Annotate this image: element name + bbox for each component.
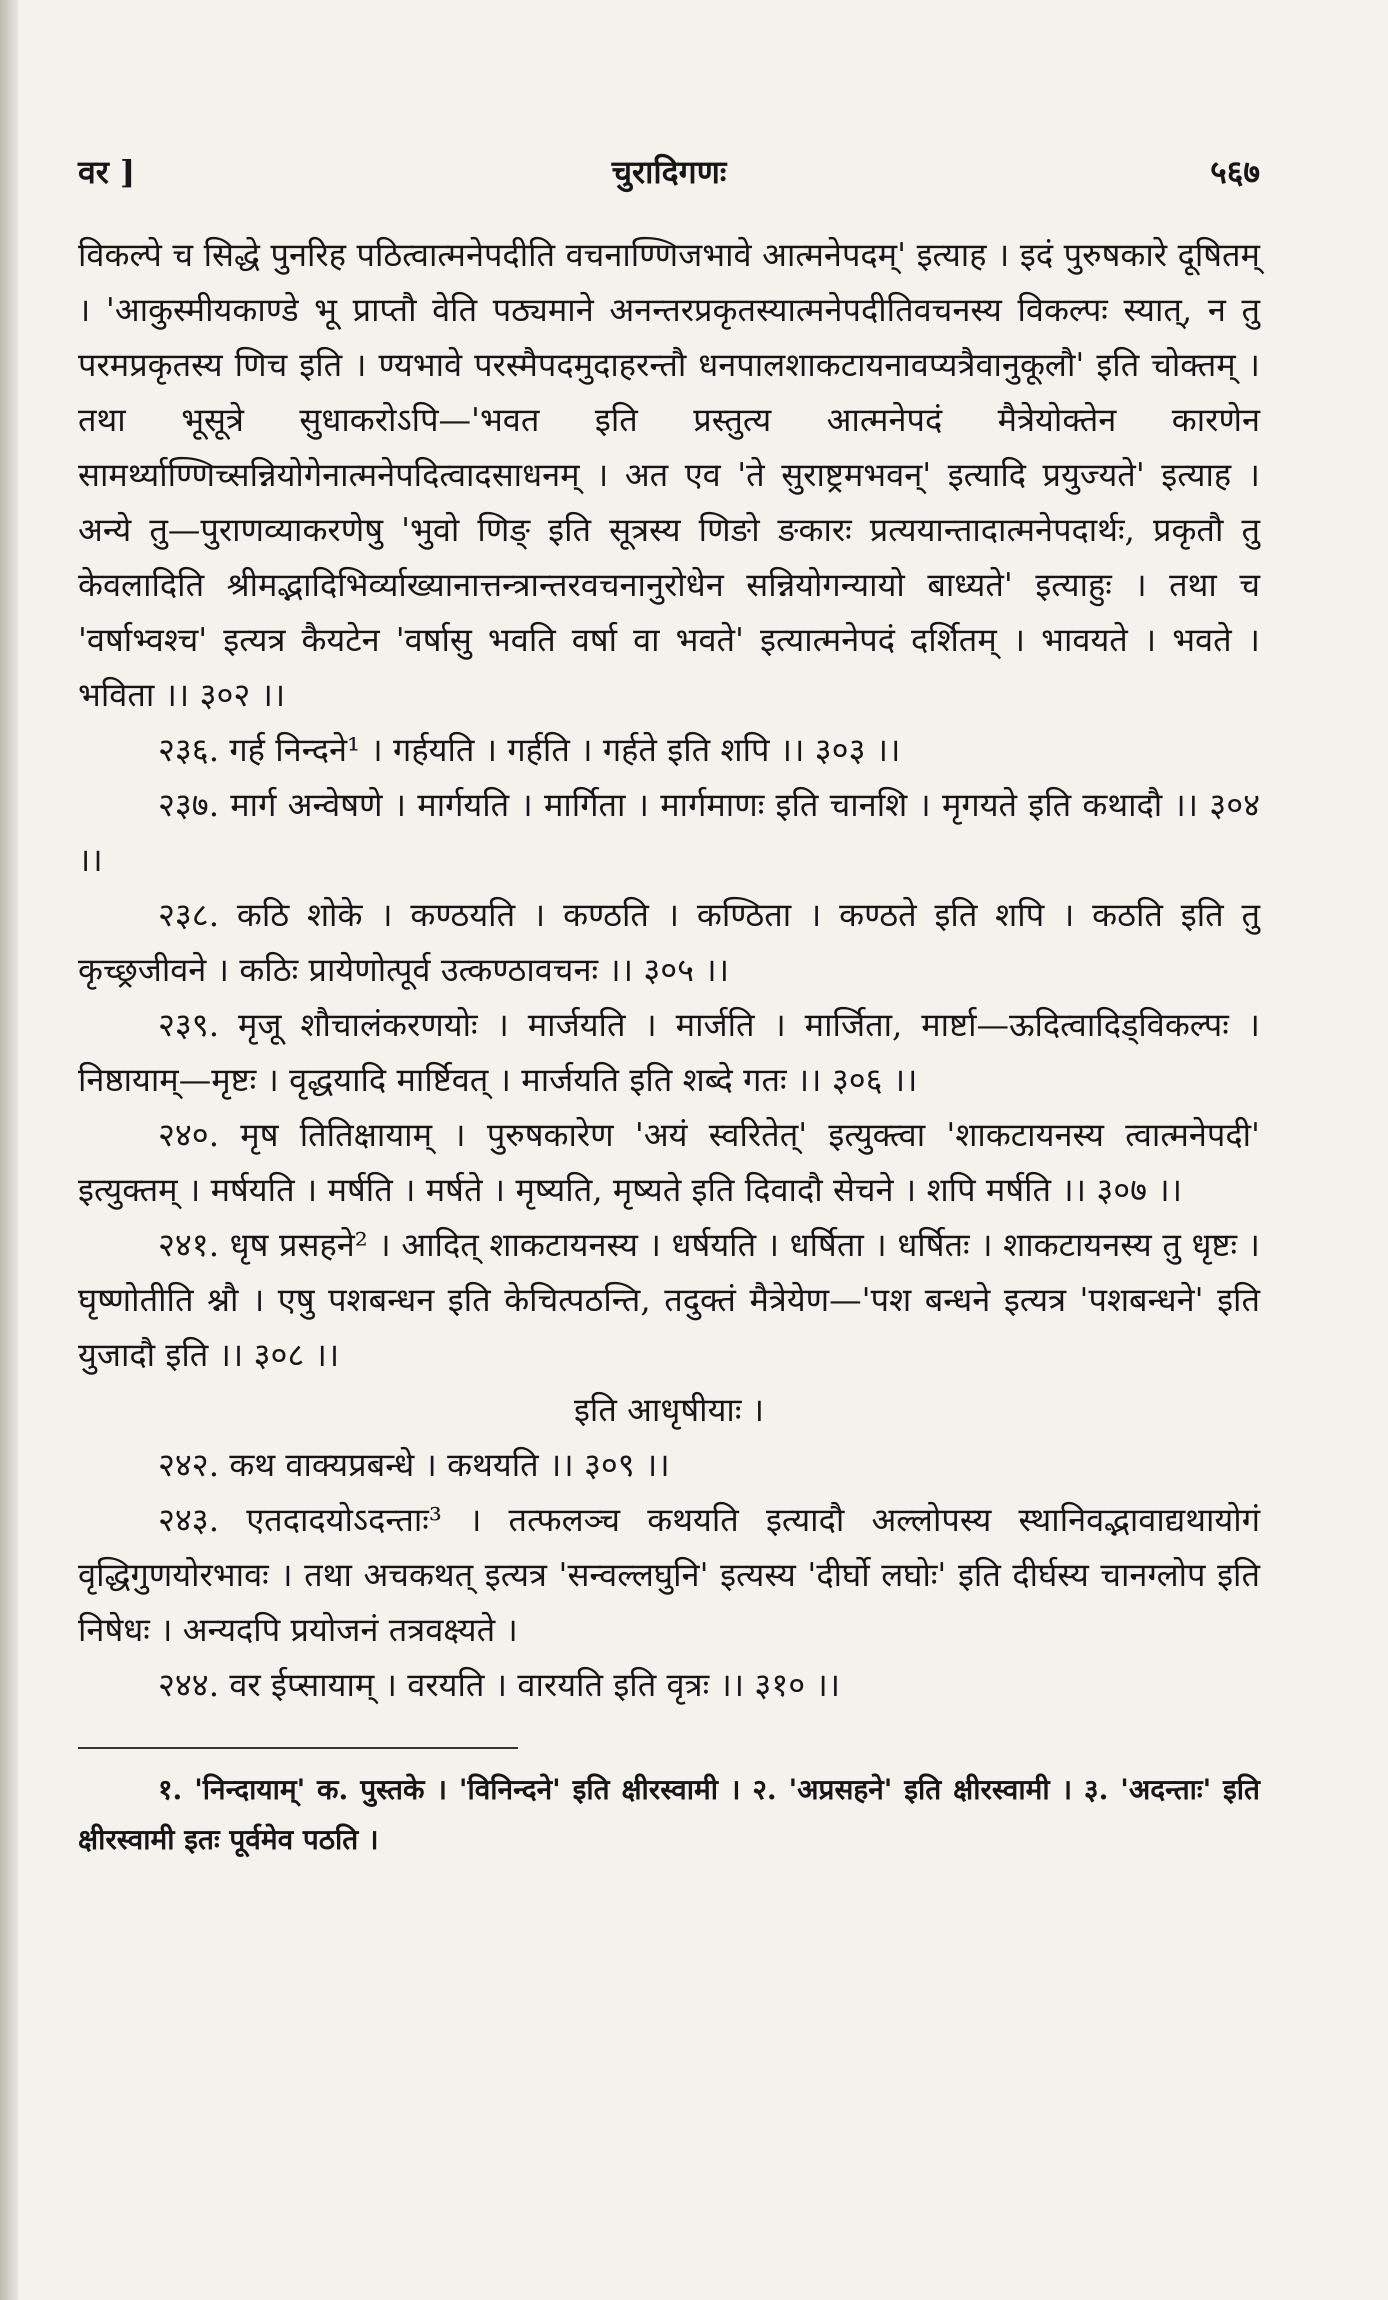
header-left-word: वर ]: [78, 153, 136, 191]
entry-242: २४२. कथ वाक्यप्रबन्धे । कथयति ।। ३०९ ।।: [158, 1446, 670, 1484]
entry-239: २३९. मृजू शौचालंकरणयोः । मार्जयति । मार्जति । मार्जिता, मार्ष्टा—ऊदित्वादिड्विकल्पः । निष्ठायाम्—मृष्टः । वृद्धयादि मार्ष्टिवत् । मार्जयति इति शब्दे गतः ।। ३०६ ।।: [78, 1006, 1260, 1099]
entry-241: २४१. धृष प्रसहने² । आदित् शाकटायनस्य । धर्षयति । धर्षिता । धर्षितः । शाकटायनस्य तु धृष्टः । घृष्णोतीति श्नौ । एषु पशबन्धन इति केचित्पठन्ति, तदुक्तं मैत्रेयेण—'पश बन्धने इत्यत्र 'पशबन्धने' इति युजादौ इति ।। ३०८ ।।: [78, 1226, 1260, 1374]
paragraph-continuation: विकल्पे च सिद्धे पुनरिह पठित्वात्मनेपदीति वचनाण्णिजभावे आत्मनेपदम्' इत्याह । इदं पुरुषकारे दूषितम् । 'आकुस्मीयकाण्डे भू प्राप्तौ वेति पठ्यमाने अनन्तरप्रकृतस्यात्मनेपदीतिवचनस्य विकल्पः स्यात्, न तु परमप्रकृतस्य णिच इति । ण्यभावे परस्मैपदमुदाहरन्तौ धनपालशाकटायनावप्यत्रैवानुकूलौ' इति चोक्तम् । तथा भूसूत्रे सुधाकरोऽपि—'भवत इति प्रस्तुत्य आत्मनेपदं मैत्रेयोक्तेन कारणेन सामर्थ्याण्णिच्सन्नियोगेनात्मनेपदित्वादसाधनम् । अत एव 'ते सुराष्ट्रमभवन्' इत्यादि प्रयुज्यते' इत्याह । अन्ये तु—पुराणव्याकरणेषु 'भुवो णिङ् इति सूत्रस्य णिङो ङकारः प्रत्ययान्तादात्मनेपदार्थः, प्रकृतौ तु केवलादिति श्रीमद्भादिभिर्व्याख्यानात्तन्त्रान्तरवचनानुरोधेन सन्नियोगन्यायो बाध्यते' इत्याहुः । तथा च 'वर्षाभ्वश्च' इत्यत्र कैयटेन 'वर्षासु भवति वर्षा वा भवते' इत्यात्मनेपदं दर्शितम् । भावयते । भवते । भविता ।। ३०२ ।।: [78, 236, 1260, 714]
footnote-divider: [78, 1747, 518, 1749]
entry-240: २४०. मृष तितिक्षायाम् । पुरुषकारेण 'अयं स्वरितेत्' इत्युक्त्वा 'शाकटायनस्य त्वात्मनेपदी' इत्युक्तम् । मर्षयति । मर्षति । मर्षते । मृष्यति, मृष्यते इति दिवादौ सेचने । शपि मर्षति ।। ३०७ ।।: [78, 1116, 1260, 1209]
entry-243: २४३. एतदादयोऽदन्ताः³ । तत्फलञ्च कथयति इत्यादौ अल्लोपस्य स्थानिवद्भावाद्यथायोगं वृद्धिगुणयोरभावः । तथा अचकथत् इत्यत्र 'सन्वल्लघुनि' इत्यस्य 'दीर्घो लघोः' इति दीर्घस्य चानग्लोप इति निषेधः । अन्यदपि प्रयोजनं तत्रवक्ष्यते ।: [78, 1501, 1260, 1649]
section-end-heading: इति आधृषीयाः ।: [573, 1391, 765, 1429]
page-number: ५६७: [1210, 153, 1260, 191]
entry-237: २३७. मार्ग अन्वेषणे । मार्गयति । मार्गिता । मार्गमाणः इति चानशि । मृगयते इति कथादौ ।। ३०४ ।।: [78, 786, 1260, 879]
page-body: [78, 228, 1260, 1713]
entry-236: २३६. गर्ह निन्दने¹ । गर्हयति । गर्हति । गर्हते इति शपि ।। ३०३ ।।: [158, 731, 901, 769]
entry-238: २३८. कठि शोके । कण्ठयति । कण्ठति । कण्ठिता । कण्ठते इति शपि । कठति इति तु कृच्छ्रजीवने । कठिः प्रायेणोत्पूर्व उत्कण्ठावचनः ।। ३०५ ।।: [78, 896, 1260, 989]
page-edge-shadow: [0, 0, 18, 2300]
footnotes: १. 'निन्दायाम्' क. पुस्तके । 'विनिन्दने' इति क्षीरस्वामी । २. 'अप्रसहने' इति क्षीरस्वामी । ३. 'अदन्ताः' इति क्षीरस्वामी इतः पूर्वमेव पठति ।: [78, 1773, 1260, 1856]
book-page: [78, 150, 1260, 1865]
entry-244: २४४. वर ईप्सायाम् । वरयति । वारयति इति वृत्रः ।। ३१० ।।: [158, 1666, 841, 1704]
running-header: [78, 150, 1260, 206]
header-chapter-title: चुरादिगणः: [611, 153, 727, 191]
